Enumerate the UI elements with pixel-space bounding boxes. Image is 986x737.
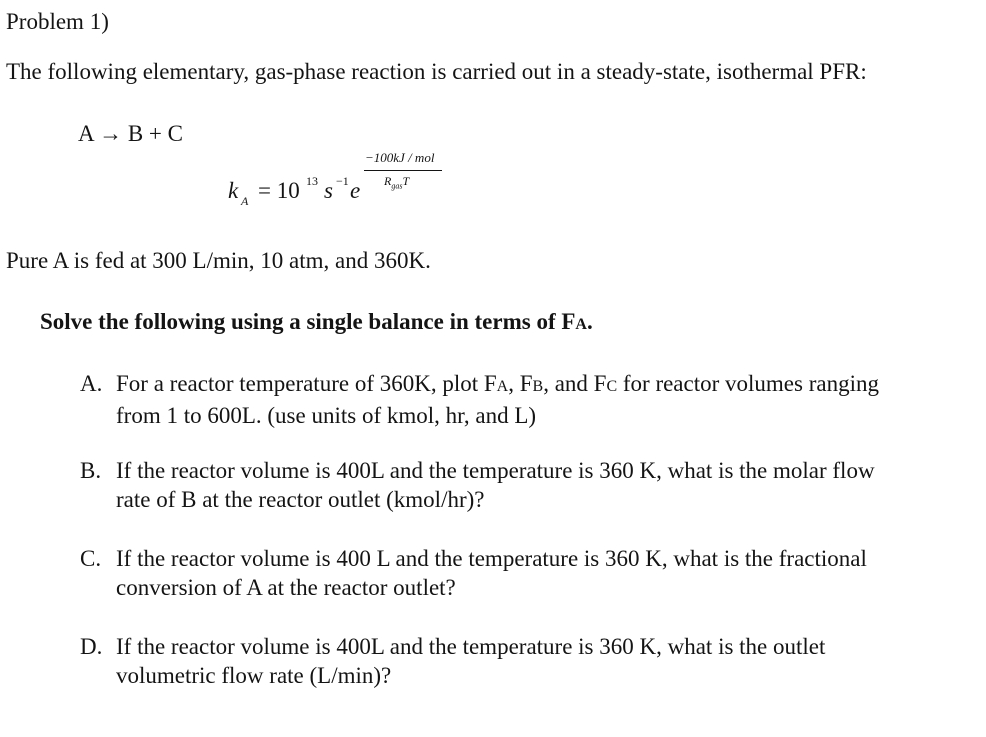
problem-intro: The following elementary, gas-phase reaction is carried out in a steady-state, isothermal PFR: — [6, 59, 867, 84]
list-item-letter: B. — [80, 458, 102, 483]
list-item-line: rate of B at the reactor outlet (kmol/hr)? — [116, 487, 485, 512]
list-item-line — [116, 369, 960, 401]
list-item-letter: C. — [80, 546, 102, 571]
instruction-subscript: A — [575, 316, 587, 333]
subscript-a: A — [496, 378, 509, 395]
fraction-bar — [364, 170, 442, 171]
list-item-text — [116, 544, 960, 602]
gas-constant-symbol: R — [384, 174, 392, 188]
rate-constant-unit-exponent: −1 — [336, 174, 349, 188]
instruction-heading — [40, 308, 593, 339]
list-item-line: If the reactor volume is 400 L and the temperature is 360 K, what is the fractional — [116, 546, 867, 571]
list-item-line: If the reactor volume is 400L and the temperature is 360 K, what is the molar flow — [116, 458, 875, 483]
list-item-line: If the reactor volume is 400L and the temperature is 360 K, what is the outlet — [116, 634, 826, 659]
list-item-line: from 1 to 600L. (use units of kmol, hr, and L) — [116, 403, 537, 428]
rate-constant-base: = 10 — [258, 178, 300, 203]
reaction-equation: A → B + C — [78, 121, 183, 146]
rate-constant-exponent: 13 — [306, 174, 318, 188]
text-segment: , F — [508, 371, 533, 396]
feed-conditions: Pure A is fed at 300 L/min, 10 atm, and 360K. — [6, 248, 431, 273]
list-item-text — [116, 456, 960, 514]
exponential-symbol: e — [350, 178, 361, 203]
list-item-letter: A. — [80, 371, 103, 396]
problem-title: Problem 1) — [6, 9, 109, 34]
text-segment: For a reactor temperature of 360K, plot F — [116, 371, 497, 396]
subscript-b: B — [532, 378, 544, 395]
gas-constant-subscript: gas — [391, 181, 403, 191]
rate-constant-subscript: A — [241, 194, 249, 208]
rate-constant-unit: s — [324, 178, 333, 203]
activation-energy-numerator: −100kJ / mol — [365, 150, 435, 165]
text-segment: for reactor volumes ranging — [617, 371, 879, 396]
subscript-c: C — [606, 378, 618, 395]
temperature-symbol: T — [402, 174, 410, 188]
instruction-text: Solve the following using a single balance in terms of F — [40, 309, 576, 334]
list-item-text — [116, 369, 960, 430]
rate-constant-symbol: k — [228, 178, 239, 203]
instruction-end: . — [586, 309, 593, 334]
activation-energy-denominator — [384, 174, 409, 190]
rate-constant-equation — [228, 150, 458, 220]
list-item-line: conversion of A at the reactor outlet? — [116, 575, 456, 600]
list-item-letter: D. — [80, 634, 103, 659]
text-segment: , and F — [543, 371, 607, 396]
list-item-text — [116, 632, 960, 690]
list-item-line: volumetric flow rate (L/min)? — [116, 663, 392, 688]
